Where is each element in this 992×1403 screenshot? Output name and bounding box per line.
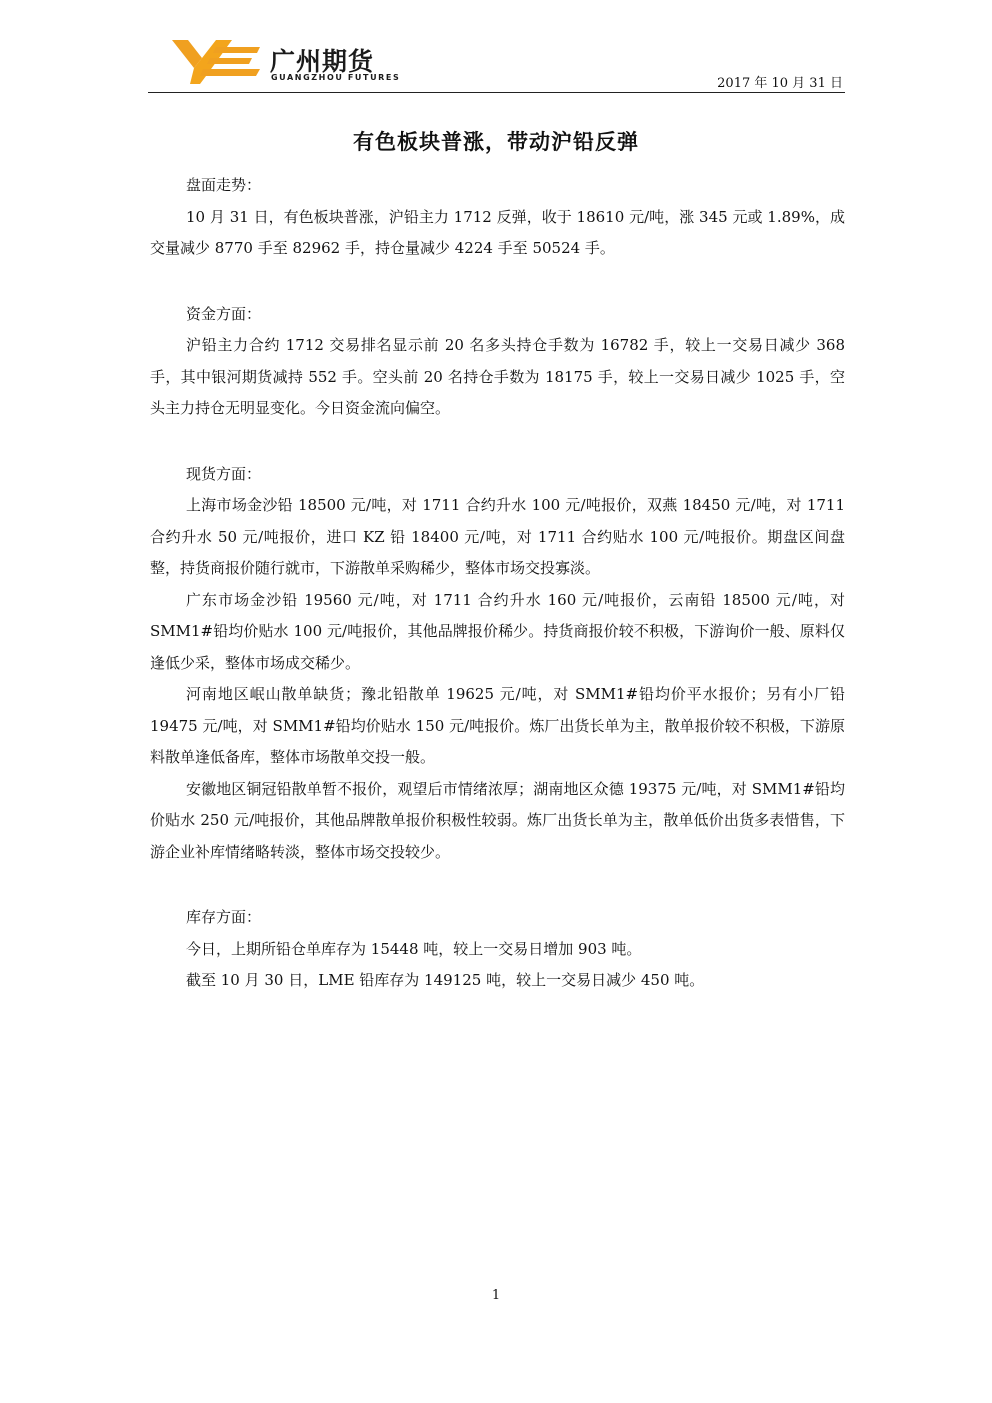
header-divider (148, 92, 845, 93)
paragraph: 今日，上期所铅仓单库存为 15448 吨，较上一交易日增加 903 吨。 (186, 939, 642, 958)
logo-chinese-name: 广州期货 (270, 47, 375, 76)
paragraph: 10 月 31 日，有色板块普涨，沪铅主力 1712 反弹，收于 18610 元/吨，涨 345 元或 1.89%，成交量减少 8770 手至 82962 手，持仓量减少 4224 手至 50524 手。 (150, 207, 845, 257)
paragraph: 安徽地区铜冠铅散单暂不报价，观望后市情绪浓厚；湖南地区众德 19375 元/吨，对 SMM1#铅均价贴水 250 元/吨报价，其他品牌散单报价积极性较弱。炼厂出货长单为主，散单低价出货多表惜售，下游企业补库情绪略转淡，整体市场交投较少。 (150, 779, 845, 861)
paragraph: 河南地区岷山散单缺货；豫北铅散单 19625 元/吨，对 SMM1#铅均价平水报价；另有小厂铅 19475 元/吨，对 SMM1#铅均价贴水 150 元/吨报价。炼厂出货长单为主，散单报价较不积极，下游原料散单逢低备库，整体市场散单交投一般。 (150, 685, 845, 766)
paragraph: 广东市场金沙铅 19560 元/吨，对 1711 合约升水 160 元/吨报价，云南铅 18500 元/吨，对 SMM1#铅均价贴水 100 元/吨报价，其他品牌报价稀少。持货商报价较不积极，下游询价一般、原料仅逢低少采，整体市场成交稀少。 (150, 590, 845, 672)
paragraph: 上海市场金沙铅 18500 元/吨，对 1711 合约升水 100 元/吨报价，双燕 18450 元/吨，对 1711 合约升水 50 元/吨报价，进口 KZ 铅 18400 元/吨，对 1711 合约贴水 100 元/吨报价。期盘区间盘整，持货商报价随行就市，下游散单采购稀少，整体市场交投寡淡。 (150, 496, 845, 577)
section-heading-inventory: 库存方面： (186, 908, 262, 926)
report-date: 2017 年 10 月 31 日 (717, 76, 843, 91)
paragraph: 截至 10 月 30 日，LME 铅库存为 149125 吨，较上一交易日减少 450 吨。 (186, 971, 705, 989)
paragraph: 沪铅主力合约 1712 交易排名显示前 20 名多头持仓手数为 16782 手，较上一交易日减少 368 手，其中银河期货减持 552 手。空头前 20 名持仓手数为 18175 手，较上一交易日减少 1025 手，空头主力持仓无明显变化。今日资金流向偏空。 (150, 336, 845, 417)
section-heading-funds: 资金方面： (186, 304, 262, 323)
page-number: 1 (491, 1288, 501, 1303)
logo-mark-icon (172, 38, 262, 86)
report-title: 有色板块普涨，带动沪铅反弹 (353, 130, 639, 154)
page-header (150, 28, 845, 94)
company-logo (172, 38, 401, 86)
report-body (150, 170, 845, 997)
section-heading-market-trend: 盘面走势： (186, 176, 262, 194)
logo-english-name: GUANGZHOU FUTURES (271, 73, 401, 82)
section-heading-spot: 现货方面： (186, 464, 262, 483)
